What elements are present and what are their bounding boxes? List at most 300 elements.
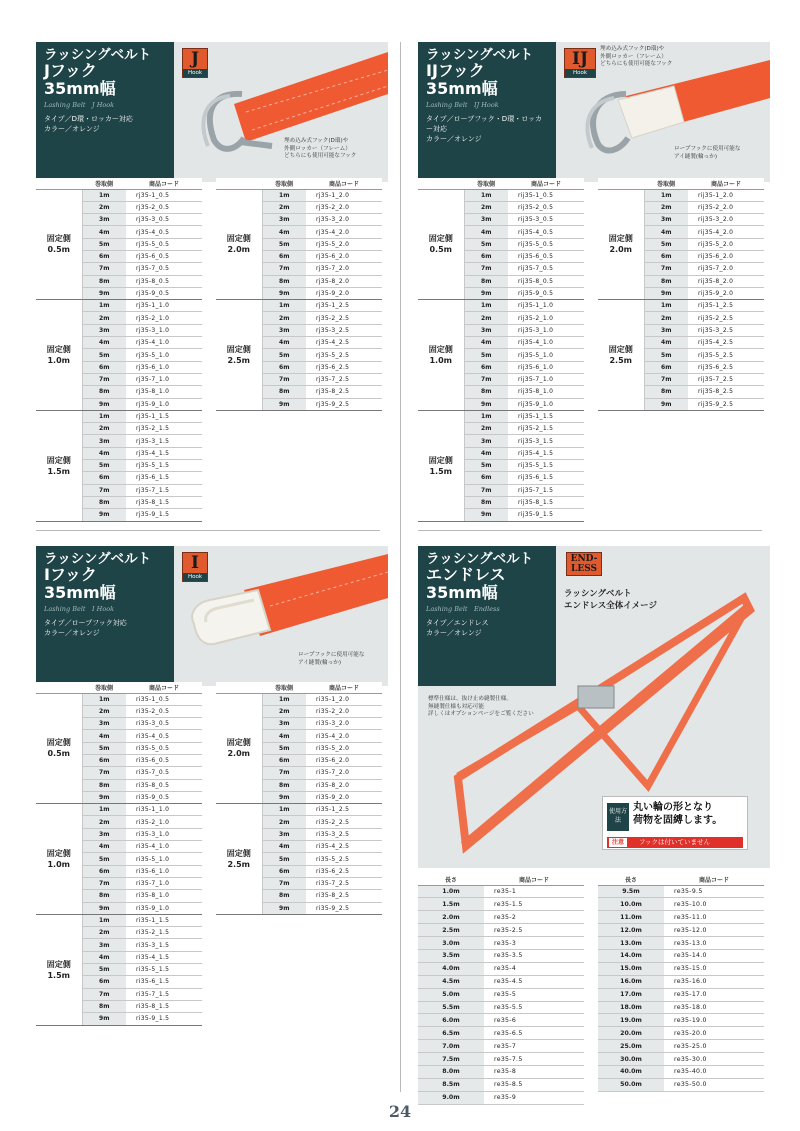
product-color: カラー／オレンジ (426, 629, 482, 637)
product-subtitle: Jフック (44, 61, 97, 80)
winding-length: 9m (262, 287, 306, 299)
product-code: rj35-6_2.0 (306, 250, 382, 262)
header-blank (598, 178, 644, 189)
table-row (598, 1078, 764, 1091)
table-header-row (36, 178, 202, 189)
winding-length: 4m (262, 730, 306, 742)
winding-length: 9m (82, 902, 126, 914)
belt-length: 16.0m (598, 975, 664, 988)
winding-length: 6m (262, 865, 306, 877)
winding-length: 7m (464, 484, 508, 496)
product-code: rj35-3_1.5 (126, 435, 202, 447)
winding-length: 2m (262, 816, 306, 828)
winding-length: 9m (82, 509, 126, 521)
winding-length: 4m (644, 337, 688, 349)
product-code: rij35-9_2.0 (688, 287, 764, 299)
winding-length: 6m (82, 754, 126, 766)
table-row (598, 1014, 764, 1027)
product-code: re35-30.0 (664, 1053, 764, 1066)
product-code: ri35-2_1.5 (126, 927, 202, 939)
fixed-side-group: 固定側 2.5m (216, 804, 262, 915)
winding-length: 8m (82, 496, 126, 508)
product-code: re35-7 (484, 1040, 584, 1053)
product-code: rj35-7_2.5 (306, 373, 382, 385)
badge-letter: IJ (572, 49, 588, 69)
product-code: re35-7.5 (484, 1053, 584, 1066)
product-english-name: Lashing Belt J Hook (44, 101, 115, 109)
product-code: rj35-6_1.0 (126, 361, 202, 373)
table-row (418, 885, 584, 898)
winding-length: 8m (262, 779, 306, 791)
product-code: ri35-8_2.0 (306, 779, 382, 791)
winding-length: 1m (262, 300, 306, 312)
product-code: re35-6.5 (484, 1027, 584, 1040)
winding-length: 6m (82, 976, 126, 988)
image-caption: ラッシングベルト エンドレス全体イメージ (564, 589, 657, 611)
header-blank (36, 682, 82, 693)
product-code: rij35-3_2.0 (688, 214, 764, 226)
table-row (36, 914, 202, 926)
product-title: ラッシングベルト (426, 47, 534, 63)
table-header-row (418, 178, 584, 189)
table-row (598, 911, 764, 924)
product-code: rij35-1_0.5 (508, 189, 584, 201)
winding-length: 9m (262, 791, 306, 803)
winding-length: 2m (644, 312, 688, 324)
panel-header (36, 546, 388, 686)
product-color: カラー／オレンジ (426, 135, 482, 143)
product-type: タイプ／エンドレス (426, 619, 489, 627)
product-code: rj35-3_2.0 (306, 214, 382, 226)
belt-length: 30.0m (598, 1053, 664, 1066)
product-code: ri35-9_1.5 (126, 1013, 202, 1025)
winding-length: 6m (464, 250, 508, 262)
product-code: re35-17.0 (664, 988, 764, 1001)
header-winding-side: 巻取側 (262, 178, 306, 189)
product-code: rij35-1_1.0 (508, 300, 584, 312)
product-code: re35-1 (484, 885, 584, 898)
belt-length: 8.5m (418, 1078, 484, 1091)
product-code: re35-5 (484, 988, 584, 1001)
winding-length: 9m (464, 398, 508, 410)
winding-length: 7m (644, 263, 688, 275)
product-code: rj35-5_2.5 (306, 349, 382, 361)
header-winding-side: 巻取側 (82, 178, 126, 189)
table-row (418, 988, 584, 1001)
winding-length: 2m (262, 201, 306, 213)
product-code: rj35-7_2.0 (306, 263, 382, 275)
table-row (418, 1078, 584, 1091)
product-subtitle: IJフック (426, 61, 485, 80)
hook-note: 埋め込み式フック(D環)や 外側ロッカー（フレーム） どちらにも使用可能なフック (284, 138, 357, 159)
product-code: re35-3 (484, 937, 584, 950)
winding-length: 5m (82, 964, 126, 976)
product-code: re35-8 (484, 1065, 584, 1078)
product-code: rij35-2_1.0 (508, 312, 584, 324)
table-right (598, 178, 764, 411)
product-code: rij35-2_0.5 (508, 201, 584, 213)
product-code: rij35-6_1.5 (508, 472, 584, 484)
page-number: 24 (388, 1102, 412, 1121)
winding-length: 4m (464, 226, 508, 238)
product-code: rij35-3_1.5 (508, 435, 584, 447)
winding-length: 4m (644, 226, 688, 238)
endless-table-left (418, 874, 584, 1105)
product-code: re35-11.0 (664, 911, 764, 924)
winding-length: 7m (82, 263, 126, 275)
winding-length: 4m (82, 447, 126, 459)
caution-bar (607, 837, 743, 848)
header-winding-side: 巻取側 (464, 178, 508, 189)
caution-label: 注意 (609, 838, 627, 847)
table-row (418, 410, 584, 422)
product-code: rj35-7_0.5 (126, 263, 202, 275)
winding-length: 6m (262, 754, 306, 766)
product-code: rj35-9_1.0 (126, 398, 202, 410)
product-code: re35-50.0 (664, 1078, 764, 1091)
product-code: ri35-2_2.0 (306, 705, 382, 717)
winding-length: 3m (262, 214, 306, 226)
header-product-code: 商品コード (484, 874, 584, 885)
winding-length: 8m (644, 275, 688, 287)
product-code: re35-2.5 (484, 924, 584, 937)
winding-length: 4m (82, 951, 126, 963)
table-row (598, 988, 764, 1001)
winding-length: 8m (464, 275, 508, 287)
winding-length: 2m (82, 705, 126, 717)
usage-text: 丸い輪の形となり 荷物を固縛します。 (633, 802, 723, 826)
product-code: rj35-4_1.0 (126, 337, 202, 349)
product-code: rij35-9_1.0 (508, 398, 584, 410)
winding-length: 9m (464, 287, 508, 299)
belt-length: 10.0m (598, 898, 664, 911)
header-blank (216, 178, 262, 189)
table-row (418, 898, 584, 911)
belt-length: 4.5m (418, 975, 484, 988)
product-width: 35mm幅 (426, 583, 498, 602)
belt-length: 50.0m (598, 1078, 664, 1091)
product-code: rij35-4_2.5 (688, 337, 764, 349)
product-code: ri35-3_2.5 (306, 828, 382, 840)
product-code: ri35-1_2.0 (306, 693, 382, 705)
product-code: ri35-6_2.0 (306, 754, 382, 766)
winding-length: 1m (464, 300, 508, 312)
panel-header (418, 42, 770, 182)
product-code: rj35-1_1.5 (126, 410, 202, 422)
winding-length: 2m (262, 705, 306, 717)
winding-length: 2m (82, 201, 126, 213)
product-code: rj35-5_1.0 (126, 349, 202, 361)
header-product-code: 商品コード (306, 178, 382, 189)
product-code: re35-6 (484, 1014, 584, 1027)
table-row (598, 1053, 764, 1066)
product-code: re35-5.5 (484, 1001, 584, 1014)
product-code: ri35-7_2.5 (306, 877, 382, 889)
winding-length: 8m (464, 496, 508, 508)
belt-length: 25.0m (598, 1040, 664, 1053)
product-code: rij35-8_0.5 (508, 275, 584, 287)
table-row (418, 1001, 584, 1014)
panel-endless (418, 546, 770, 1102)
winding-length: 3m (464, 214, 508, 226)
product-code: rij35-2_2.0 (688, 201, 764, 213)
title-block (36, 546, 174, 686)
product-width: 35mm幅 (426, 79, 498, 98)
winding-length: 1m (464, 189, 508, 201)
product-code: rij35-1_2.0 (688, 189, 764, 201)
table-row (36, 300, 202, 312)
table-row (418, 949, 584, 962)
product-code: rj35-5_1.5 (126, 460, 202, 472)
product-code: re35-4.5 (484, 975, 584, 988)
hook-note-top: 埋め込み式フック(D環)や 外側ロッカー（フレーム） どちらにも使用可能なフック (600, 46, 673, 67)
product-code: re35-9 (484, 1091, 584, 1104)
table-header-row (598, 874, 764, 885)
winding-length: 4m (464, 447, 508, 459)
fixed-side-group: 固定側 1.5m (418, 410, 464, 521)
product-code: rij35-2_2.5 (688, 312, 764, 324)
table-row (216, 300, 382, 312)
winding-length: 1m (82, 189, 126, 201)
product-code: ri35-1_1.0 (126, 804, 202, 816)
winding-length: 2m (82, 927, 126, 939)
winding-length: 6m (262, 250, 306, 262)
product-code: ri35-5_1.0 (126, 853, 202, 865)
header-product-code: 商品コード (508, 178, 584, 189)
product-code: rij35-6_0.5 (508, 250, 584, 262)
winding-length: 3m (262, 718, 306, 730)
product-code: ri35-4_0.5 (126, 730, 202, 742)
product-code: rj35-9_0.5 (126, 287, 202, 299)
belt-length: 17.0m (598, 988, 664, 1001)
product-code: rj35-5_0.5 (126, 238, 202, 250)
belt-length: 7.5m (418, 1053, 484, 1066)
product-code: rij35-5_2.0 (688, 238, 764, 250)
product-code: ri35-3_2.0 (306, 718, 382, 730)
winding-length: 3m (82, 324, 126, 336)
fixed-side-group: 固定側 2.0m (216, 693, 262, 804)
winding-length: 3m (82, 214, 126, 226)
belt-length: 13.0m (598, 937, 664, 950)
winding-length: 2m (464, 423, 508, 435)
product-english-name: Lashing Belt Endless (426, 605, 500, 613)
table-left (36, 682, 202, 1026)
table-header-row (216, 682, 382, 693)
product-code: rj35-3_0.5 (126, 214, 202, 226)
winding-length: 3m (644, 324, 688, 336)
product-code: rij35-3_1.0 (508, 324, 584, 336)
product-code: ri35-7_1.5 (126, 988, 202, 1000)
winding-length: 7m (82, 373, 126, 385)
title-block (418, 42, 556, 182)
header-winding-side: 巻取側 (82, 682, 126, 693)
product-code: ri35-2_2.5 (306, 816, 382, 828)
product-code: re35-12.0 (664, 924, 764, 937)
belt-length: 6.5m (418, 1027, 484, 1040)
product-code: re35-40.0 (664, 1065, 764, 1078)
winding-length: 3m (82, 435, 126, 447)
product-code: rj35-1_0.5 (126, 189, 202, 201)
product-code: ri35-3_0.5 (126, 718, 202, 730)
winding-length: 5m (464, 349, 508, 361)
winding-length: 2m (644, 201, 688, 213)
table-row (418, 924, 584, 937)
product-code: ri35-4_2.0 (306, 730, 382, 742)
product-code: re35-10.0 (664, 898, 764, 911)
product-code: ri35-8_1.5 (126, 1000, 202, 1012)
winding-length: 9m (644, 287, 688, 299)
caution-text: フックは付いていません (639, 838, 711, 846)
winding-length: 1m (262, 189, 306, 201)
winding-length: 5m (464, 238, 508, 250)
product-code: rj35-7_1.5 (126, 484, 202, 496)
product-color: カラー／オレンジ (44, 125, 100, 133)
product-subtitle: Iフック (44, 565, 97, 584)
winding-length: 3m (464, 324, 508, 336)
product-code: rij35-8_2.0 (688, 275, 764, 287)
winding-length: 5m (262, 742, 306, 754)
winding-length: 6m (464, 361, 508, 373)
product-code: ri35-5_2.5 (306, 853, 382, 865)
product-type: タイプ／ロープフック対応 (44, 619, 127, 627)
product-code: rj35-4_2.5 (306, 337, 382, 349)
winding-length: 2m (262, 312, 306, 324)
winding-length: 7m (464, 263, 508, 275)
winding-length: 2m (82, 312, 126, 324)
winding-length: 5m (82, 460, 126, 472)
header-length: 長さ (598, 874, 664, 885)
product-code: rij35-5_1.0 (508, 349, 584, 361)
product-code: rj35-6_2.5 (306, 361, 382, 373)
product-code: ri35-5_0.5 (126, 742, 202, 754)
winding-length: 3m (82, 718, 126, 730)
winding-length: 8m (82, 779, 126, 791)
product-code: ri35-3_1.5 (126, 939, 202, 951)
winding-length: 7m (464, 373, 508, 385)
product-code: rj35-8_1.5 (126, 496, 202, 508)
product-code: rij35-7_1.5 (508, 484, 584, 496)
product-code: rij35-6_2.5 (688, 361, 764, 373)
table-header-row (216, 178, 382, 189)
winding-length: 6m (82, 472, 126, 484)
winding-length: 7m (82, 767, 126, 779)
product-code: rj35-8_2.5 (306, 386, 382, 398)
winding-length: 8m (82, 386, 126, 398)
table-row (36, 693, 202, 705)
usage-label: 使用方法 (607, 803, 629, 831)
table-row (598, 1040, 764, 1053)
winding-length: 5m (262, 349, 306, 361)
header-winding-side: 巻取側 (262, 682, 306, 693)
badge-caption: Hook (183, 69, 207, 77)
fixed-side-group: 固定側 0.5m (418, 189, 464, 300)
badge-caption: Hook (565, 69, 595, 77)
table-row (598, 1001, 764, 1014)
winding-length: 7m (262, 263, 306, 275)
product-code: re35-20.0 (664, 1027, 764, 1040)
product-code: rij35-8_2.5 (688, 386, 764, 398)
table-header-row (36, 682, 202, 693)
vertical-divider (400, 42, 401, 1092)
winding-length: 2m (82, 816, 126, 828)
winding-length: 9m (644, 398, 688, 410)
winding-length: 1m (644, 189, 688, 201)
product-code: rij35-9_1.5 (508, 509, 584, 521)
product-code: ri35-7_0.5 (126, 767, 202, 779)
winding-length: 1m (464, 410, 508, 422)
product-code: rj35-2_2.0 (306, 201, 382, 213)
header-product-code: 商品コード (306, 682, 382, 693)
winding-length: 8m (82, 1000, 126, 1012)
product-code: re35-16.0 (664, 975, 764, 988)
header-product-code: 商品コード (664, 874, 764, 885)
winding-length: 6m (464, 472, 508, 484)
table-row (598, 1027, 764, 1040)
fixed-side-group: 固定側 0.5m (36, 693, 82, 804)
product-code: rj35-6_0.5 (126, 250, 202, 262)
winding-length: 7m (262, 373, 306, 385)
product-code: re35-2 (484, 911, 584, 924)
product-code: re35-13.0 (664, 937, 764, 950)
belt-length: 2.5m (418, 924, 484, 937)
winding-length: 4m (82, 337, 126, 349)
product-code: rj35-4_0.5 (126, 226, 202, 238)
product-code: ri35-3_1.0 (126, 828, 202, 840)
product-code: ri35-2_0.5 (126, 705, 202, 717)
belt-length: 5.0m (418, 988, 484, 1001)
product-code: rj35-1_2.0 (306, 189, 382, 201)
winding-length: 7m (644, 373, 688, 385)
winding-length: 4m (262, 337, 306, 349)
winding-length: 7m (262, 767, 306, 779)
winding-length: 5m (82, 238, 126, 250)
product-english-name: Lashing Belt IJ Hook (426, 101, 499, 109)
endless-header (418, 546, 770, 868)
product-code: rij35-6_2.0 (688, 250, 764, 262)
product-code: ri35-5_1.5 (126, 964, 202, 976)
winding-length: 3m (82, 939, 126, 951)
product-code: ri35-6_2.5 (306, 865, 382, 877)
hook-badge (564, 48, 596, 78)
winding-length: 5m (262, 853, 306, 865)
product-code: rij35-3_0.5 (508, 214, 584, 226)
header-product-code: 商品コード (126, 178, 202, 189)
hook-badge (182, 48, 208, 78)
hook-badge (182, 552, 208, 582)
product-code: rij35-7_2.0 (688, 263, 764, 275)
product-code: rj35-9_2.5 (306, 398, 382, 410)
belt-length: 14.0m (598, 949, 664, 962)
belt-length: 20.0m (598, 1027, 664, 1040)
winding-length: 4m (82, 841, 126, 853)
winding-length: 9m (262, 902, 306, 914)
winding-length: 5m (262, 238, 306, 250)
product-code: rij35-4_0.5 (508, 226, 584, 238)
table-row (418, 1014, 584, 1027)
table-row (598, 975, 764, 988)
product-code: rij35-7_0.5 (508, 263, 584, 275)
winding-length: 1m (82, 693, 126, 705)
belt-length: 8.0m (418, 1065, 484, 1078)
product-code: rj35-2_1.0 (126, 312, 202, 324)
belt-length: 12.0m (598, 924, 664, 937)
panel-j-hook (36, 42, 388, 519)
winding-length: 7m (82, 988, 126, 1000)
winding-length: 6m (82, 250, 126, 262)
product-subtitle: エンドレス (426, 565, 506, 584)
panel-ij-hook (418, 42, 770, 519)
title-block (36, 42, 174, 182)
